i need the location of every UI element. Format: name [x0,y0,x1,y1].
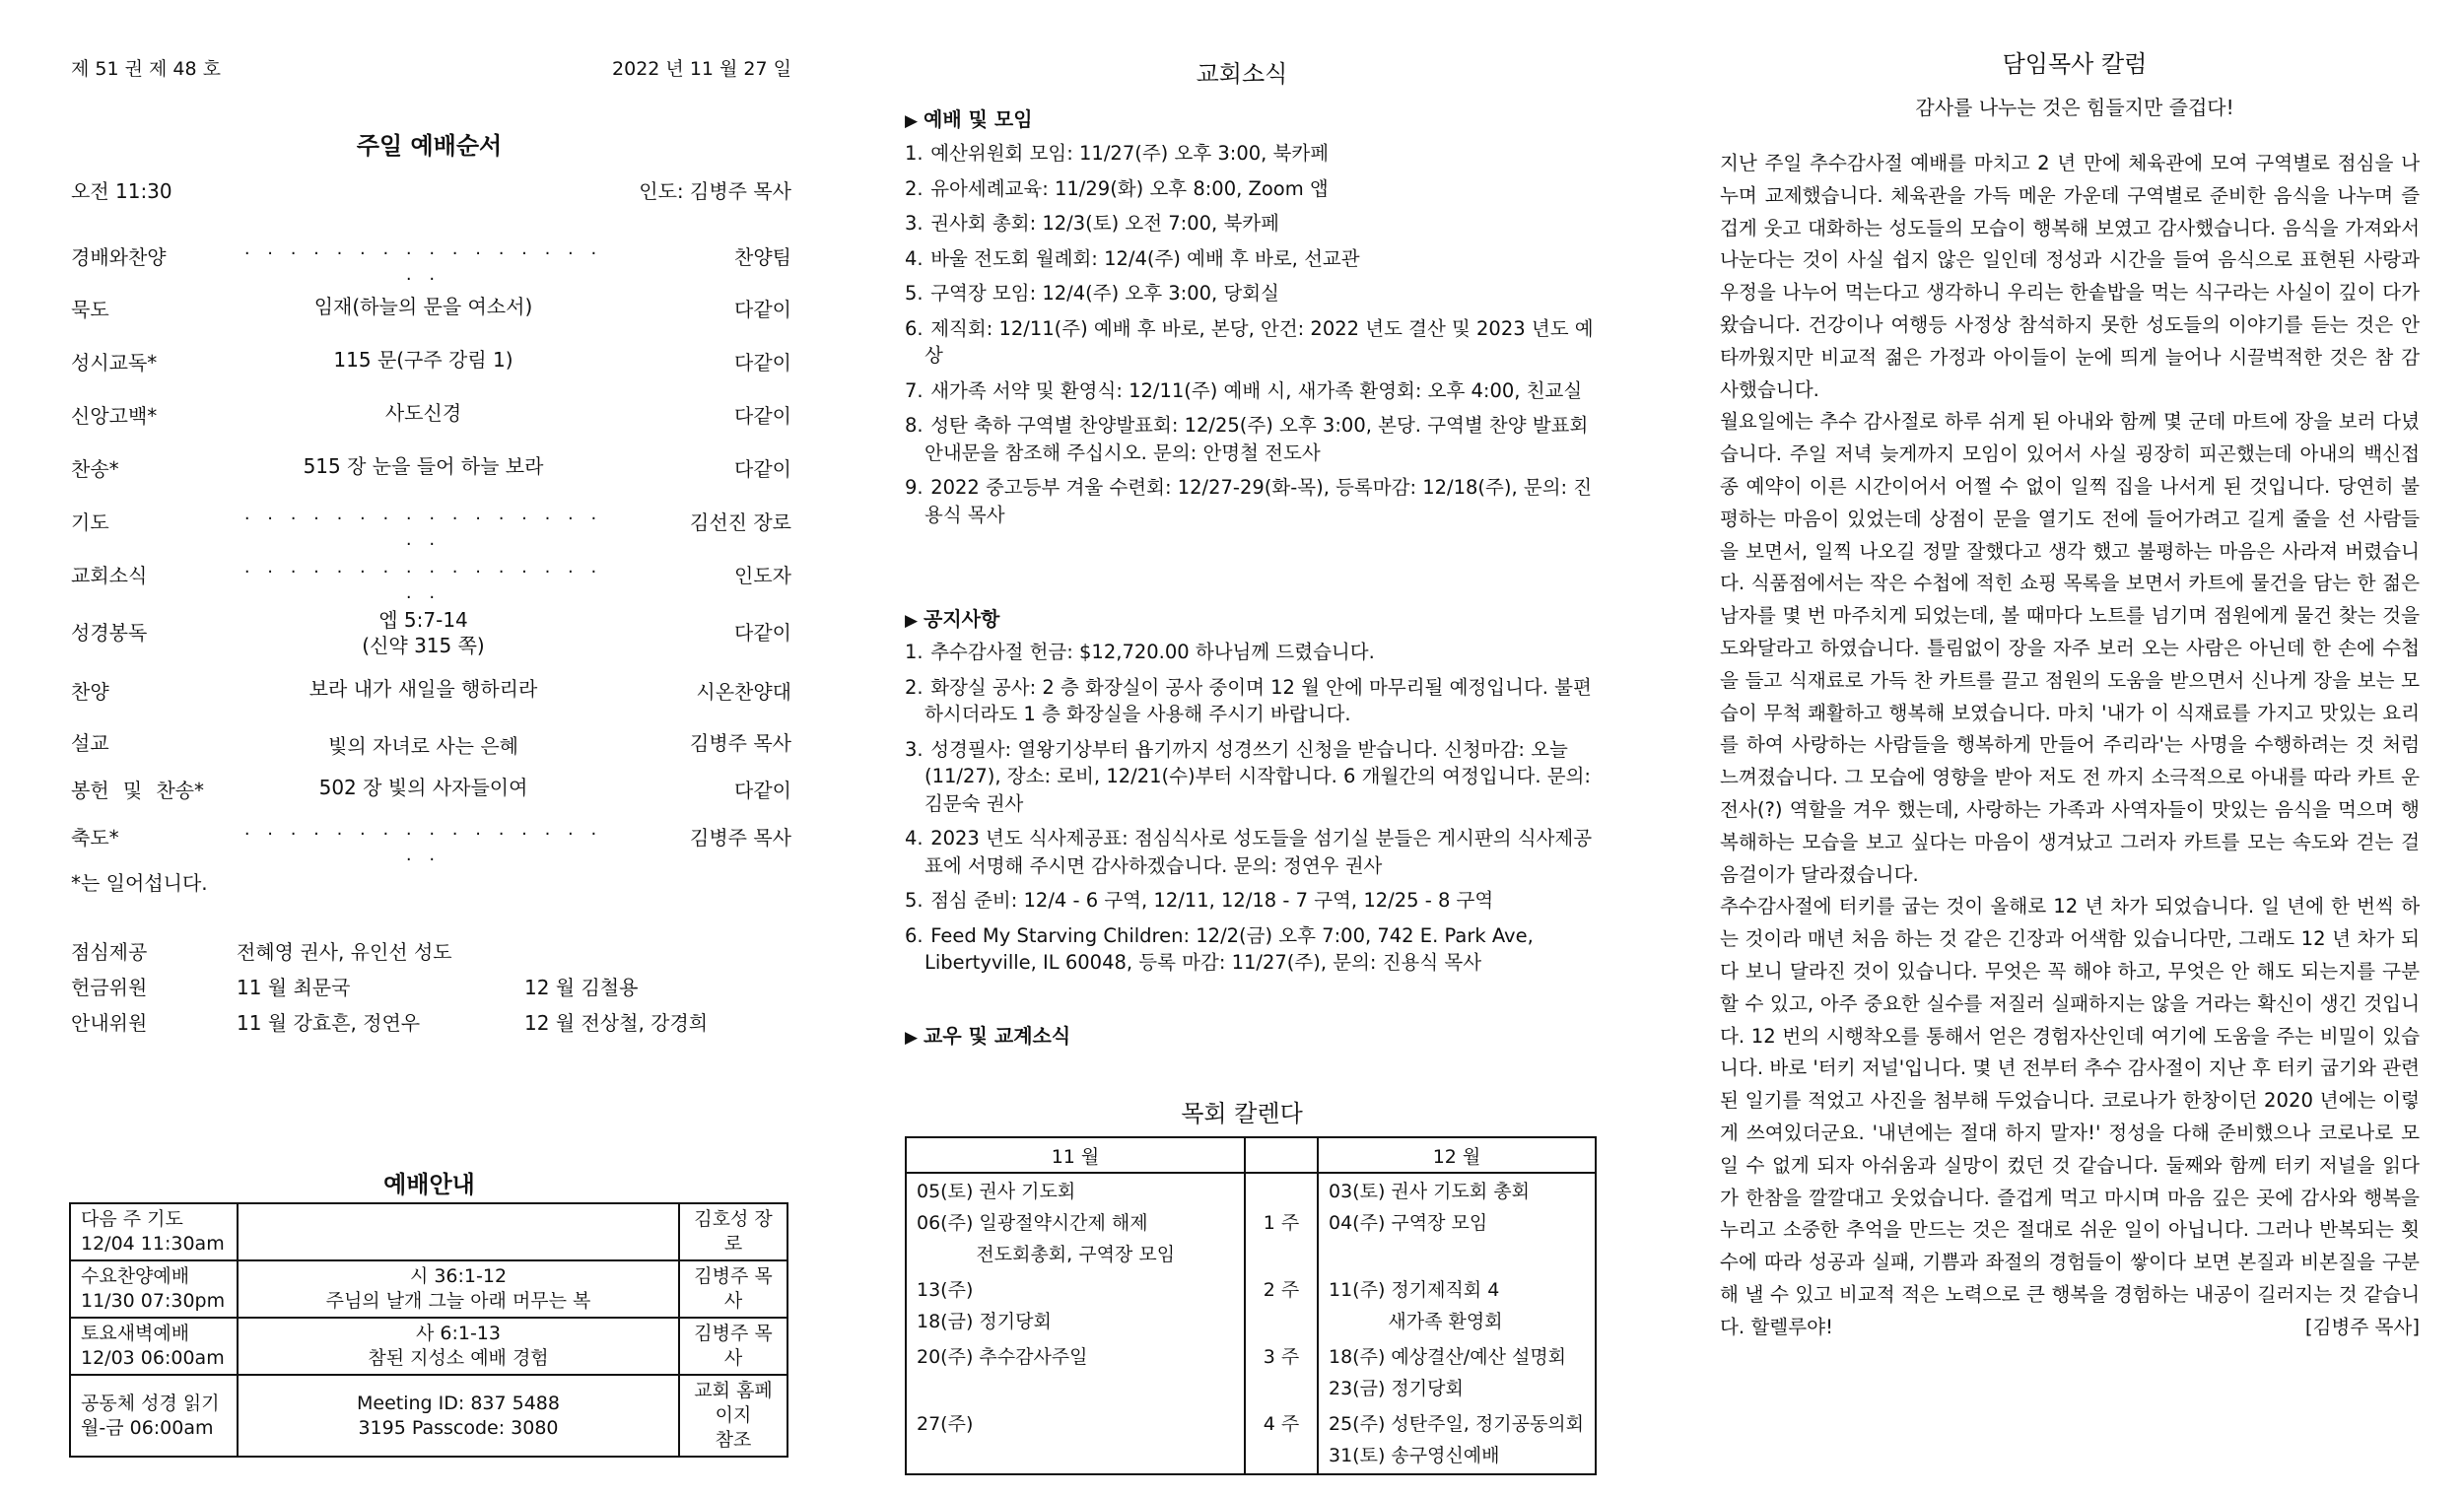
table-row: 수요찬양예배 11/30 07:30pm 시 36:1-12 주님의 날개 그늘 아래 머무는 복 김병주 목사 [70,1260,787,1318]
column-subtitle: 감사를 나누는 것은 힘들지만 즐겁다! [1915,96,2234,119]
section-heading-worship: ▶ 예배 및 모임 [905,103,1033,132]
order-row: 축도* · · · · · · · · · · · · · · · · · · 김병주 목사 [71,824,791,870]
list-item: 5. 구역장 모임: 12/4(주) 오후 3:00, 당회실 [905,282,1279,305]
table-row: 공동체 성경 읽기 월-금 06:00am Meeting ID: 837 5488 3195 Passcode: 3080 교회 홈페이지 참조 [70,1375,787,1457]
list-item: 6. 제직회: 12/11(주) 예배 후 바로, 본당, 안건: 2022 년도 결산 및 2023 년도 예상 [905,316,1594,367]
service-leader: 인도: 김병주 목사 [639,179,791,203]
order-row: 신앙고백* 사도신경 다같이 [71,401,791,428]
list-item: 3. 성경필사: 열왕기상부터 욥기까지 성경쓰기 신청을 받습니다. 신청마감: 오늘(11/27), 장소: 로비, 12/21(수)부터 시작합니다. 6 개월간의 여정입니다. 문의: 김문숙 권사 [905,737,1592,815]
notices-list [905,639,1595,985]
order-row: 기도 · · · · · · · · · · · · · · · · · · 김선진 장로 [71,509,791,555]
order-row: 성시교독* 115 문(구주 강림 1) 다같이 [71,348,791,374]
list-item: 1. 추수감사절 헌금: $12,720.00 하나님께 드렸습니다. [905,641,1375,663]
bulletin-date: 2022 년 11 월 27 일 [612,58,791,80]
table-row: 다음 주 기도 12/04 11:30am 김호성 장로 [70,1203,787,1260]
order-row: 봉헌 및 찬송* 502 장 빛의 사자들이여 다같이 [71,776,791,802]
list-item: 1. 예산위원회 모임: 11/27(주) 오후 3:00, 북카페 [905,142,1330,165]
list-item: 3. 권사회 총회: 12/3(토) 오전 7:00, 북카페 [905,212,1279,235]
column-body [1720,148,2420,1343]
order-row: 교회소식 · · · · · · · · · · · · · · · · · · 인도자 [71,562,791,608]
table-row: 05(토) 권사 기도회 06(주) 일광절약시간제 해제 전도회총회, 구역장 모임 1 주 03(토) 권사 기도회 총회 04(주) 구역장 모임 [906,1173,1596,1272]
list-item: 7. 새가족 서약 및 환영식: 12/11(주) 예배 시, 새가족 환영회: 오후 4:00, 친교실 [905,378,1583,402]
table-row: 13(주) 18(금) 정기당회 2 주 11(주) 정기제직회 4 새가족 환영회 [906,1272,1596,1339]
worship-guide-table [69,1202,788,1458]
list-item: 9. 2022 중고등부 겨울 수련회: 12/27-29(화-목), 등록마감: 12/18(주), 문의: 진용식 목사 [905,476,1593,526]
list-item: 2. 유아세례교육: 11/29(화) 오후 8:00, Zoom 앱 [905,176,1329,200]
standing-note: *는 일어섭니다. [71,871,208,895]
pastor-column-page [1720,0,2430,1496]
column-title: 담임목사 칼럼 [2002,50,2148,78]
calendar-title: 목회 칼렌다 [1181,1100,1303,1127]
section-heading-notices: ▶ 공지사항 [905,603,999,632]
service-time: 오전 11:30 [71,179,172,203]
list-item: 4. 바울 전도회 월례회: 12/4(주) 예배 후 바로, 선교관 [905,246,1360,270]
column-paragraph: 월요일에는 추수 감사절로 하루 쉬게 된 아내와 함께 몇 군데 마트에 장을 보러 다녔습니다. 주일 저녁 늦게까지 모임이 있어서 사실 굉장히 피곤했는데 아내의 백신접종 예약이 이른 시간이어서 어쩔 수 없이 일찍 집을 나서게 된 것입니다. 당연히 불평하는 마음이 있었는데 상점이 문을 열기도 전에 들어가려고 길게 줄을 선 사람들을 보면서, 일찍 나오길 정말 잘했다고 생각 했고 불평하는 마음은 사라져 버렸습니다. 식품점에서는 작은 수첩에 적힌 쇼핑 목록을 보면서 카트에 물건을 담는 한 젊은 남자를 몇 번 마주치게 되었는데, 볼 때마다 노트를 넘기며 점원에게 물건 찾는 것을 도와달라고 하였습니다. 틀림없이 장을 자주 보러 오는 사람은 아닌데 한 손에 수첩을 들고 식재료로 가득 찬 카트를 끌고 점원의 도움을 받으면서 신나게 장을 보는 모습이 무척 쾌활하고 행복해 보였습니다. 마치 '내가 이 식재료를 가지고 맛있는 요리를 하여 사랑하는 사람들을 행복하게 만들어 주리라'는 사명을 수행하려는 것 처럼 느껴졌습니다. 그 모습에 영향을 받아 저도 전 까지 소극적으로 아내를 따라 카트 운전사(?) 역할을 겨우 했는데, 사랑하는 가족과 사역자들이 맛있는 음식을 먹으며 행복해하는 모습을 보고 싶다는 마음이 생겨났고 그러자 카트를 모는 속도와 걷는 걸음걸이가 달라졌습니다. [1720,410,2421,886]
column-paragraph: 지난 주일 추수감사절 예배를 마치고 2 년 만에 체육관에 모여 구역별로 점심을 나누며 교제했습니다. 체육관을 가득 메운 가운데 구역별로 준비한 음식을 나누며 즐겁게 웃고 대화하는 성도들의 모습이 행복해 보였고 감사했습니다. 음식을 가져와서 나눈다는 것이 사실 쉽지 않은 일인데 정성과 시간을 들여 음식으로 표현된 사랑과 우정을 나누어 먹는다고 생각하니 우리는 한솥밥을 먹는 식구라는 사실이 깊이 다가왔습니다. 건강이나 여행등 사정상 참석하지 못한 성도들의 이야기를 듣는 것은 안타까웠지만 비교적 젊은 가정과 아이들이 눈에 띄게 늘어나 시끌벅적한 것은 참 감사했습니다. [1720,152,2420,401]
table-row: 20(주) 추수감사주일 3 주 18(주) 예상결산/예산 설명회 23(금) 정기당회 [906,1339,1596,1406]
order-row: 설교 빛의 자녀로 사는 은혜 김병주 목사 [71,731,791,758]
worship-order-title: 주일 예배순서 [356,132,503,160]
order-row: 경배와찬양 · · · · · · · · · · · · · · · · · · 찬양팀 [71,243,791,290]
order-row: 성경봉독 엡 5:7-14 (신약 315 쪽) 다같이 [71,608,791,657]
list-item: 6. Feed My Starving Children: 12/2(금) 오후 7:00, 742 E. Park Ave, Libertyville, IL 60048, 등록 마감: 11/27(주), 문의: 진용식 목사 [905,923,1534,974]
list-item: 4. 2023 년도 식사제공표: 점심식사로 성도들을 섬기실 분들은 게시판의 식사제공표에 서명해 주시면 감사하겠습니다. 문의: 정연우 권사 [905,827,1593,877]
column-paragraph: 추수감사절에 터키를 굽는 것이 올해로 12 년 차가 되었습니다. 일 년에 한 번씩 하는 것이라 매년 처음 하는 것 같은 긴장과 어색함 있습니다만, 그래도 12 년 차가 되다 보니 달라진 것이 있습니다. 무엇은 꼭 해야 하고, 무엇은 안 해도 되는지를 구분할 수 있고, 아주 중요한 실수를 저질러 실패하지는 않을 거라는 확신이 생긴 것입니다. 12 번의 시행착오를 통해서 얻은 경험자산인데 여기에 도움을 주는 비밀이 있습니다. 바로 '터키 저널'입니다. 몇 년 전부터 추수 감사절이 지난 후 터키 굽기와 관련된 일기를 적었고 사진을 첨부해 두었습니다. 코로나가 한창이던 2020 년에는 이렇게 쓰여있더군요. '내년에는 절대 하지 말자!' 정성을 다해 준비했으나 코로나로 모일 수 없게 되자 아쉬움과 실망이 컸던 것 같습니다. 둘째와 함께 터키 저널을 읽다가 한참을 깔깔대고 웃었습니다. 즐겁게 먹고 마시며 마음 깊은 곳에 감사와 행복을 누리고 소중한 추억을 만드는 것은 절대로 쉬운 일이 아닙니다. 그러나 반복되는 횟수에 따라 성공과 실패, 기쁨과 좌절의 경험들이 쌓이다 보면 본질과 비본질을 구분해 낼 수 있고 비교적 적은 노력으로 큰 행복을 경험하는 내공이 길러지는 것 같습니다. 할렐루야! [김병주 목사] [1720,891,2420,1343]
signature: [김병주 목사] [2304,1315,2420,1338]
order-row: 묵도 임재(하늘의 문을 여소서) 다같이 [71,295,791,321]
order-row: 찬양 보라 내가 새일을 행하리라 시온찬양대 [71,677,791,704]
table-row: 11 월 12 월 [906,1137,1596,1173]
worship-order-page: 제 51 권 제 48 호 2022 년 11 월 27 일 주일 예배순서 오전 11:30 인도: 김병주 목사 경배와찬양 · · · · · · · · · · · · · · · · · · 찬양팀 묵도 임재(하늘의 문을 여소서) 다같이 성시교독* 115 문(구주 강림 1) 다같이 신앙고백* 사도신경 다같이 찬송* 515 장 눈을 들어 하늘 보라 다같이 기도 · · · · · · · · · · · · · · · · · · 김선진 장로 교회소식 · · · · · · · · · · · · · · · · · · 인도자 성경봉독 엡 5:7-14 (신약 315 쪽) 다같이 찬양 보라 내가 새일을 행하리라 시온찬양대 설교 빛의 자녀로 사는 은혜 김병주 목사 봉헌 및 찬송* 502 장 빛의 사자들이여 다같이 축도* · · · · · · · · · · · · · · · · · · 김병주 목사 *는 일어섭니다. 점심제공 전혜영 권사, 유인선 성도 헌금위원 11 월 최문국 12 월 김철용 안내위원 11 월 강효흔, 정연우 12 월 전상철, 강경희 예배안내 다음 주 기도 12/04 11:30am 김호성 장로 수요찬양예배 11/30 07:30pm 시 36:1-12 주님의 날개 그늘 아래 머무는 복 김병주 목사 토요새벽예배 12/03 06:00am 사 6:1-13 참된 지성소 예배 경험 김병주 목사 공동체 성경 읽기 월-금 06:00am Meeting ID: 837 5488 3195 Passcode: 3080 교회 홈페이지 참조 [67,0,791,1496]
issue-number: 제 51 권 제 48 호 [71,58,221,80]
section-heading-members: ▶ 교우 및 교계소식 [905,1020,1070,1049]
list-item: 2. 화장실 공사: 2 층 화장실이 공사 중이며 12 월 안에 마무리될 예정입니다. 불편하시더라도 1 층 화장실을 사용해 주시기 바랍니다. [905,675,1592,725]
order-row: 찬송* 515 장 눈을 들어 하늘 보라 다같이 [71,454,791,481]
table-row: 27(주) 4 주 25(주) 성탄주일, 정기공동의회 31(토) 송구영신예배 [906,1406,1596,1474]
events-list [905,140,1595,536]
news-title: 교회소식 [1196,60,1288,88]
church-news-page [887,0,1597,1496]
guide-title: 예배안내 [383,1171,475,1198]
table-row: 토요새벽예배 12/03 06:00am 사 6:1-13 참된 지성소 예배 경험 김병주 목사 [70,1318,787,1375]
pastoral-calendar [905,1136,1597,1475]
list-item: 8. 성탄 축하 구역별 찬양발표회: 12/25(주) 오후 3:00, 본당. 구역별 찬양 발표회 안내문을 참조해 주십시오. 문의: 안명철 전도사 [905,414,1589,464]
list-item: 5. 점심 준비: 12/4 - 6 구역, 12/11, 12/18 - 7 구역, 12/25 - 8 구역 [905,889,1494,912]
